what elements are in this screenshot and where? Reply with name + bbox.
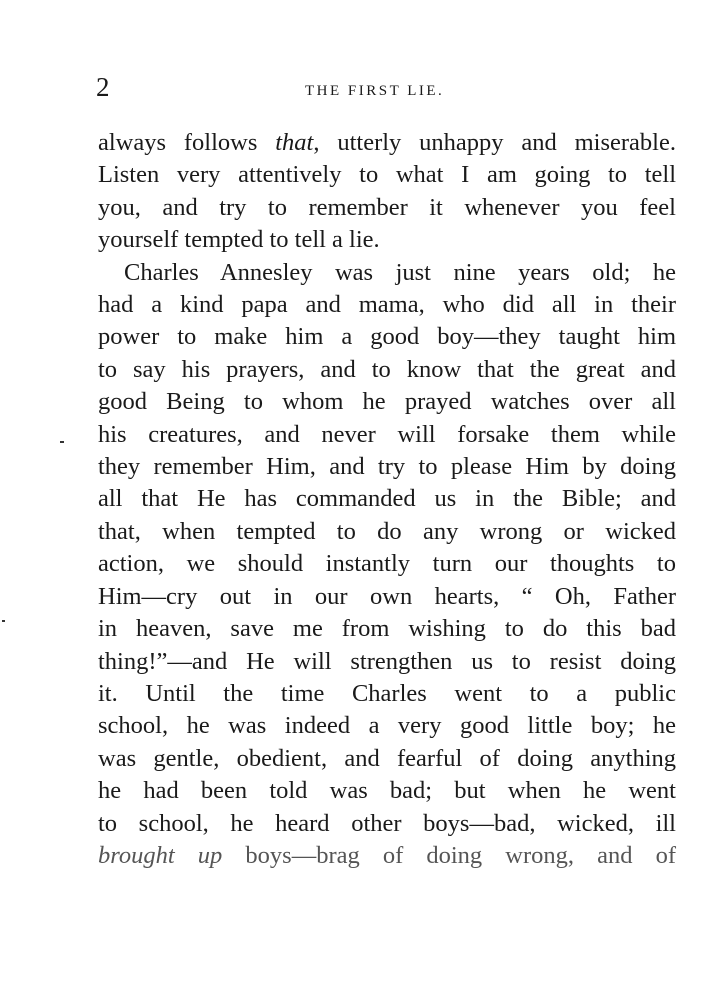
italic-emphasis: brought up (98, 841, 223, 869)
text-line: school, he was indeed a very good little boy; he (98, 712, 676, 740)
margin-speck (2, 620, 5, 622)
text-line: to school, he heard other boys—bad, wicked, ill (98, 809, 676, 837)
margin-speck (60, 441, 64, 443)
text-line: Charles Annesley was just nine years old; he (124, 258, 676, 286)
text-line: action, we should instantly turn our thoughts to (98, 550, 676, 578)
text-line: in heaven, save me from wishing to do this bad (98, 615, 676, 643)
italic-emphasis: that (275, 129, 314, 156)
text-line: to say his prayers, and to know that the great and (98, 355, 676, 383)
running-title: THE FIRST LIE. (305, 83, 445, 99)
text-line: Listen very attentively to what I am going to tell (98, 161, 676, 189)
text-line: he had been told was bad; but when he went (98, 777, 676, 805)
text-line: that, when tempted to do any wrong or wicked (98, 517, 676, 545)
text-line: always follows that, utterly unhappy and miserable. (98, 129, 676, 156)
text-line: his creatures, and never will forsake them while (98, 420, 676, 448)
text-line: had a kind papa and mama, who did all in their (98, 291, 676, 319)
paragraph-2 (98, 257, 676, 873)
page-number: 2 (96, 72, 110, 102)
text-line: yourself tempted to tell a lie. (98, 226, 380, 254)
text-line: all that He has commanded us in the Bible; and (98, 485, 676, 513)
text-line: it. Until the time Charles went to a public (98, 679, 676, 707)
text-line: Him—cry out in our own hearts, “ Oh, Father (98, 582, 676, 610)
text-line: thing!”—and He will strengthen us to resist doing (98, 647, 676, 675)
text-line: you, and try to remember it whenever you feel (98, 193, 676, 221)
text-line: power to make him a good boy—they taught him (98, 323, 676, 351)
paragraph-1 (98, 127, 676, 257)
text-line: good Being to whom he prayed watches over all (98, 388, 676, 416)
body-text (98, 127, 676, 872)
text-line: was gentle, obedient, and fearful of doing anything (98, 744, 676, 772)
text-line: brought up boys—brag of doing wrong, and of (98, 841, 676, 869)
text-line: they remember Him, and try to please Him by doing (98, 453, 676, 481)
